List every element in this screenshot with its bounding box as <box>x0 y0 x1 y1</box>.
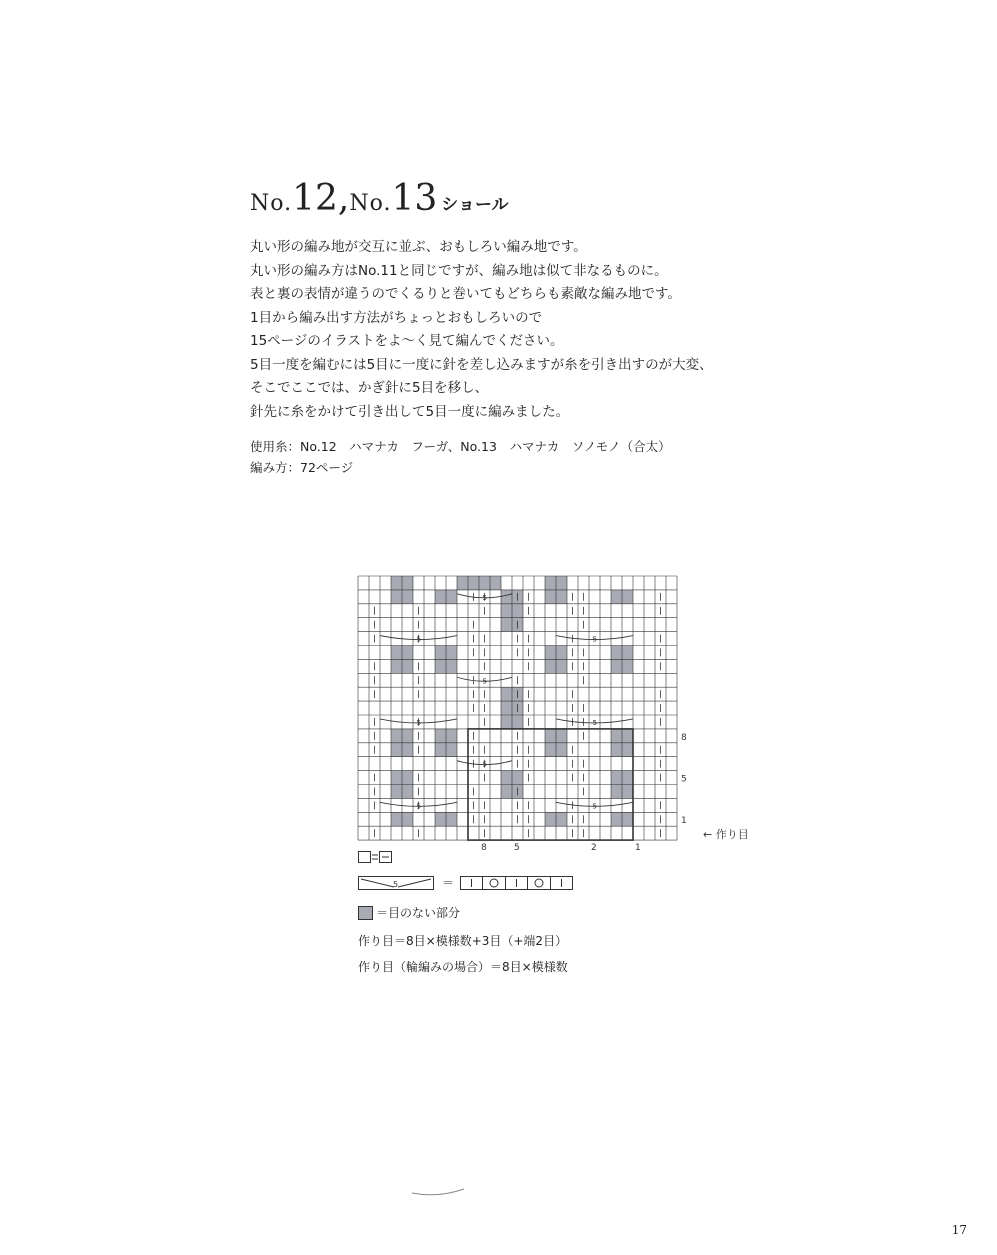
legend-knit-row <box>358 850 392 864</box>
chart-row-label: 1 <box>681 816 687 827</box>
chart-row-label: 8 <box>681 732 687 743</box>
legend-cast-on: 作り目＝8目×模様数+3目（+端2目） <box>358 934 568 948</box>
legend-five-together-symbol <box>358 875 436 891</box>
chart-col-label: 8 <box>481 843 487 854</box>
knitting-chart-svg <box>355 573 749 854</box>
five-together-label: 5 <box>416 802 421 811</box>
title-num-1: 12 <box>292 178 338 219</box>
title-comma: , <box>337 178 350 219</box>
decorative-swirl <box>410 1186 466 1198</box>
five-together-label: 5 <box>416 718 421 727</box>
chart-col-label: 5 <box>514 843 520 854</box>
legend-equals: ＝ <box>442 876 455 890</box>
legend-knit-symbol <box>358 850 392 864</box>
description-line: 5目一度を編むには5目に一度に針を差し込みますが糸を引き出すのが大変、 <box>250 356 713 373</box>
description <box>250 236 770 424</box>
description-line: 丸い形の編み方はNo.11と同じですが、編み地は似て非なるものに。 <box>250 262 668 279</box>
legend-no-stitch: ＝目のない部分 <box>376 906 461 920</box>
title-subtitle: ショール <box>441 195 509 215</box>
chart-col-label: 1 <box>635 843 641 854</box>
pattern-title <box>250 178 509 219</box>
method-info: 編み方：72ページ <box>250 460 354 475</box>
description-line: 針先に糸をかけて引き出して5目一度に編みました。 <box>250 403 570 420</box>
legend-gray-swatch <box>358 906 374 920</box>
legend-five-label: 5 <box>393 879 399 889</box>
materials <box>250 436 671 478</box>
legend-cast-on-round: 作り目（輪編みの場合）＝8目×模様数 <box>358 960 568 974</box>
knitting-chart <box>355 573 749 854</box>
cast-on-label: ← 作り目 <box>703 828 749 842</box>
five-together-label: 5 <box>592 635 597 644</box>
title-no-1: No. <box>250 191 293 216</box>
five-together-label: 5 <box>482 760 487 769</box>
description-line: 丸い形の編み地が交互に並ぶ、おもしろい編み地です。 <box>250 239 587 255</box>
legend-gray-row <box>358 904 460 921</box>
five-together-label: 5 <box>482 677 487 686</box>
title-no-2: No. <box>349 191 392 216</box>
five-together-label: 5 <box>482 593 487 602</box>
page-number: 17 <box>951 1223 967 1237</box>
description-line: 1目から編み出す方法がちょっとおもしろいので <box>250 309 543 326</box>
chart-col-label: 2 <box>591 843 597 854</box>
yarn-info: 使用糸：No.12 ハマナカ フーガ、No.13 ハマナカ ソノモノ（合太） <box>250 439 671 454</box>
legend-yo-sequence-symbol <box>460 875 575 891</box>
legend-decrease-row <box>358 874 575 891</box>
five-together-label: 5 <box>416 635 421 644</box>
five-together-label: 5 <box>592 718 597 727</box>
description-line: そこでここでは、かぎ針に5目を移し、 <box>250 380 489 396</box>
title-num-2: 13 <box>391 178 438 219</box>
description-line: 表と裏の表情が違うのでくるりと巻いてもどちらも素敵な編み地です。 <box>250 286 681 302</box>
five-together-label: 5 <box>592 802 597 811</box>
chart-row-label: 5 <box>681 774 687 785</box>
description-line: 15ページのイラストをよ～く見て編んでください。 <box>250 333 564 349</box>
